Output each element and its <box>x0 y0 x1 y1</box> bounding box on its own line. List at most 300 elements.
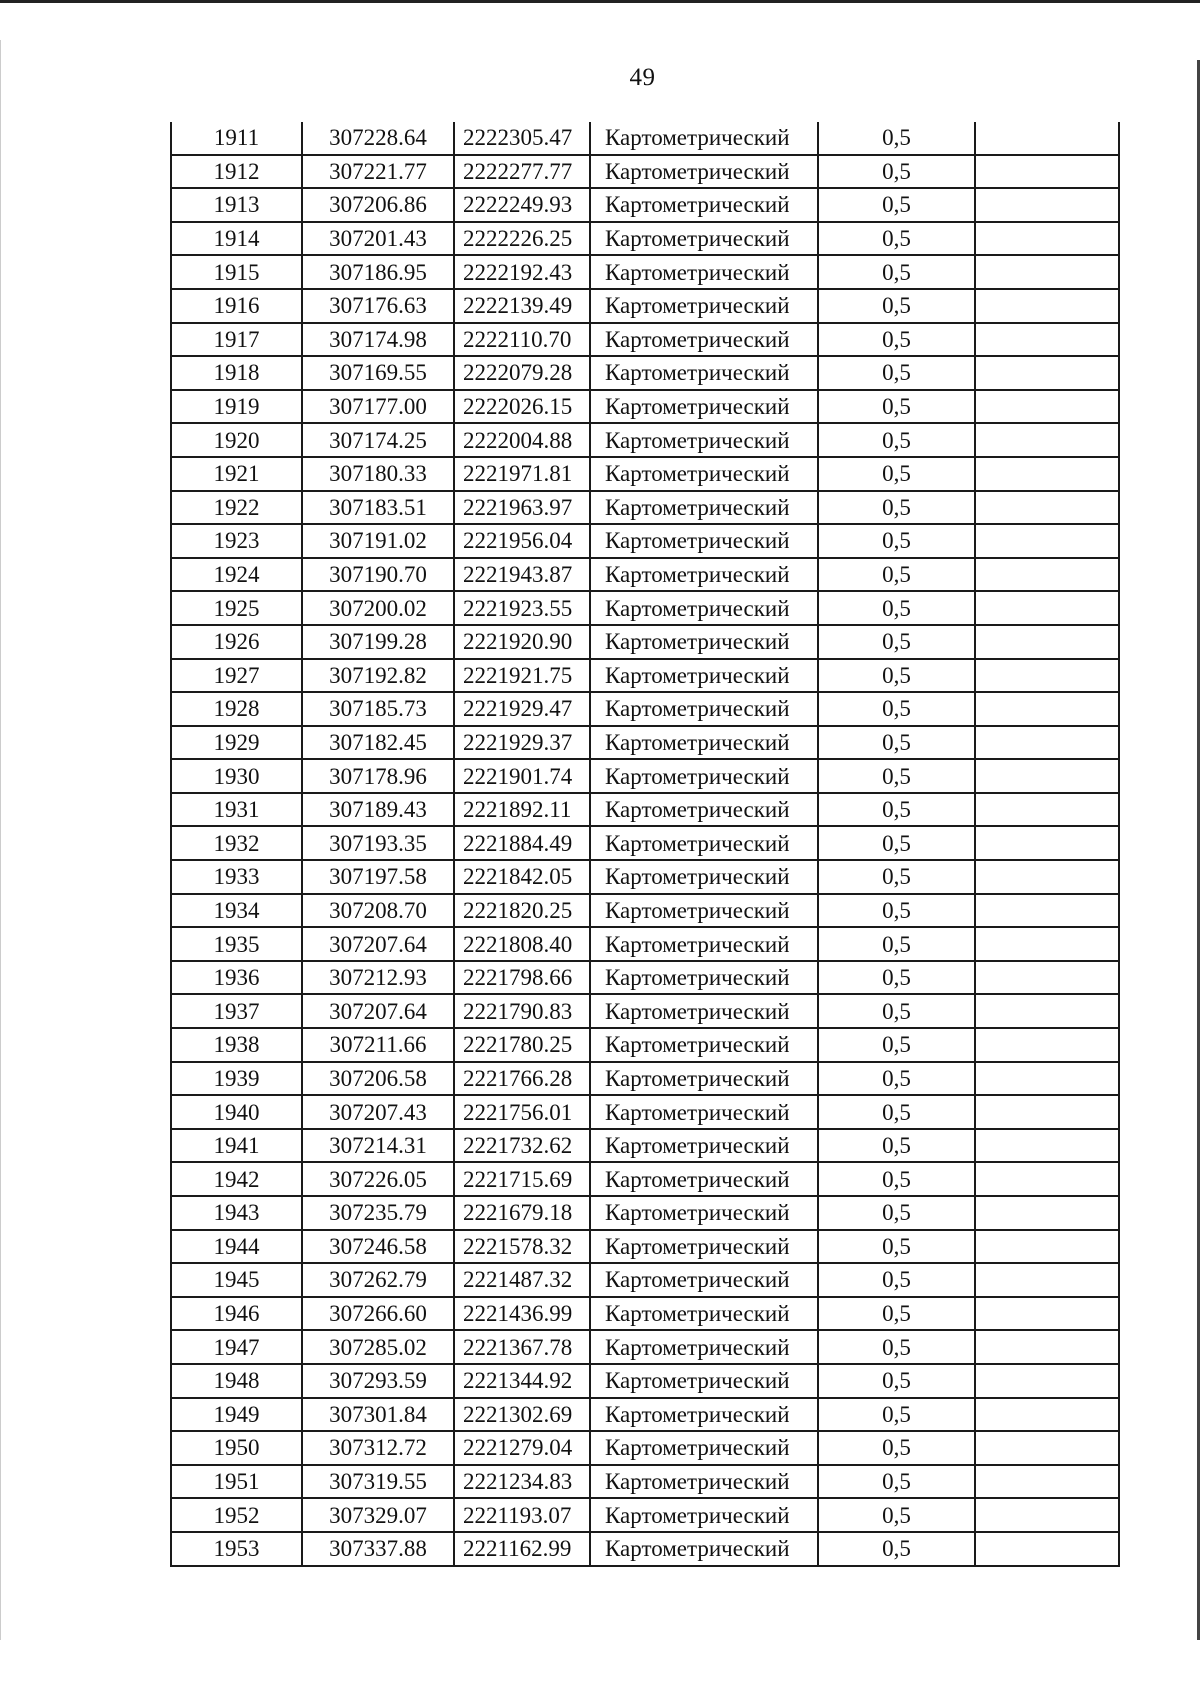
table-row <box>171 894 1119 928</box>
method-cell: Картометрический <box>590 356 818 390</box>
point-number-cell: 1926 <box>171 625 302 659</box>
x-coordinate-cell: 307228.64 <box>302 122 454 155</box>
note-cell <box>975 188 1119 222</box>
y-coordinate-cell: 2221732.62 <box>454 1129 590 1163</box>
method-cell: Картометрический <box>590 894 818 928</box>
note-cell <box>975 1330 1119 1364</box>
x-coordinate-cell: 307211.66 <box>302 1028 454 1062</box>
table-row <box>171 289 1119 323</box>
y-coordinate-cell: 2221766.28 <box>454 1062 590 1096</box>
x-coordinate-cell: 307266.60 <box>302 1297 454 1331</box>
note-cell <box>975 591 1119 625</box>
x-coordinate-cell: 307200.02 <box>302 591 454 625</box>
method-cell: Картометрический <box>590 1263 818 1297</box>
accuracy-cell: 0,5 <box>818 423 975 457</box>
accuracy-cell: 0,5 <box>818 122 975 155</box>
note-cell <box>975 323 1119 357</box>
x-coordinate-cell: 307201.43 <box>302 222 454 256</box>
y-coordinate-cell: 2221963.97 <box>454 491 590 525</box>
method-cell: Картометрический <box>590 994 818 1028</box>
x-coordinate-cell: 307312.72 <box>302 1431 454 1465</box>
note-cell <box>975 1398 1119 1432</box>
accuracy-cell: 0,5 <box>818 726 975 760</box>
table-row <box>171 1330 1119 1364</box>
accuracy-cell: 0,5 <box>818 860 975 894</box>
y-coordinate-cell: 2221929.37 <box>454 726 590 760</box>
point-number-cell: 1929 <box>171 726 302 760</box>
accuracy-cell: 0,5 <box>818 591 975 625</box>
note-cell <box>975 255 1119 289</box>
y-coordinate-cell: 2221929.47 <box>454 692 590 726</box>
method-cell: Картометрический <box>590 122 818 155</box>
method-cell: Картометрический <box>590 558 818 592</box>
method-cell: Картометрический <box>590 1465 818 1499</box>
x-coordinate-cell: 307207.43 <box>302 1095 454 1129</box>
accuracy-cell: 0,5 <box>818 390 975 424</box>
accuracy-cell: 0,5 <box>818 457 975 491</box>
table-row <box>171 994 1119 1028</box>
accuracy-cell: 0,5 <box>818 289 975 323</box>
point-number-cell: 1918 <box>171 356 302 390</box>
table-row <box>171 1095 1119 1129</box>
method-cell: Картометрический <box>590 524 818 558</box>
method-cell: Картометрический <box>590 860 818 894</box>
accuracy-cell: 0,5 <box>818 1162 975 1196</box>
note-cell <box>975 1095 1119 1129</box>
y-coordinate-cell: 2221884.49 <box>454 826 590 860</box>
method-cell: Картометрический <box>590 323 818 357</box>
accuracy-cell: 0,5 <box>818 1431 975 1465</box>
x-coordinate-cell: 307235.79 <box>302 1196 454 1230</box>
accuracy-cell: 0,5 <box>818 1465 975 1499</box>
point-number-cell: 1938 <box>171 1028 302 1062</box>
table-row <box>171 457 1119 491</box>
method-cell: Картометрический <box>590 927 818 961</box>
x-coordinate-cell: 307190.70 <box>302 558 454 592</box>
method-cell: Картометрический <box>590 188 818 222</box>
y-coordinate-cell: 2222110.70 <box>454 323 590 357</box>
point-number-cell: 1953 <box>171 1532 302 1566</box>
x-coordinate-cell: 307207.64 <box>302 927 454 961</box>
x-coordinate-cell: 307189.43 <box>302 793 454 827</box>
table-row <box>171 1364 1119 1398</box>
accuracy-cell: 0,5 <box>818 1062 975 1096</box>
table-row <box>171 524 1119 558</box>
note-cell <box>975 1230 1119 1264</box>
note-cell <box>975 1162 1119 1196</box>
method-cell: Картометрический <box>590 255 818 289</box>
x-coordinate-cell: 307178.96 <box>302 759 454 793</box>
accuracy-cell: 0,5 <box>818 491 975 525</box>
y-coordinate-cell: 2222079.28 <box>454 356 590 390</box>
y-coordinate-cell: 2221578.32 <box>454 1230 590 1264</box>
accuracy-cell: 0,5 <box>818 323 975 357</box>
accuracy-cell: 0,5 <box>818 793 975 827</box>
table-row <box>171 1162 1119 1196</box>
note-cell <box>975 826 1119 860</box>
y-coordinate-cell: 2221487.32 <box>454 1263 590 1297</box>
note-cell <box>975 1532 1119 1566</box>
x-coordinate-cell: 307208.70 <box>302 894 454 928</box>
method-cell: Картометрический <box>590 1498 818 1532</box>
table-row <box>171 726 1119 760</box>
accuracy-cell: 0,5 <box>818 1129 975 1163</box>
method-cell: Картометрический <box>590 591 818 625</box>
method-cell: Картометрический <box>590 759 818 793</box>
note-cell <box>975 692 1119 726</box>
point-number-cell: 1947 <box>171 1330 302 1364</box>
point-number-cell: 1933 <box>171 860 302 894</box>
y-coordinate-cell: 2221302.69 <box>454 1398 590 1432</box>
note-cell <box>975 155 1119 189</box>
y-coordinate-cell: 2221193.07 <box>454 1498 590 1532</box>
method-cell: Картометрический <box>590 726 818 760</box>
accuracy-cell: 0,5 <box>818 188 975 222</box>
method-cell: Картометрический <box>590 961 818 995</box>
point-number-cell: 1951 <box>171 1465 302 1499</box>
x-coordinate-cell: 307246.58 <box>302 1230 454 1264</box>
accuracy-cell: 0,5 <box>818 759 975 793</box>
method-cell: Картометрический <box>590 1095 818 1129</box>
note-cell <box>975 1431 1119 1465</box>
table-row <box>171 961 1119 995</box>
x-coordinate-cell: 307192.82 <box>302 659 454 693</box>
note-cell <box>975 491 1119 525</box>
y-coordinate-cell: 2221923.55 <box>454 591 590 625</box>
table-row <box>171 255 1119 289</box>
accuracy-cell: 0,5 <box>818 1498 975 1532</box>
x-coordinate-cell: 307293.59 <box>302 1364 454 1398</box>
table-row <box>171 625 1119 659</box>
x-coordinate-cell: 307337.88 <box>302 1532 454 1566</box>
note-cell <box>975 1263 1119 1297</box>
y-coordinate-cell: 2221943.87 <box>454 558 590 592</box>
x-coordinate-cell: 307329.07 <box>302 1498 454 1532</box>
page-number: 49 <box>629 64 656 91</box>
note-cell <box>975 927 1119 961</box>
method-cell: Картометрический <box>590 1230 818 1264</box>
x-coordinate-cell: 307180.33 <box>302 457 454 491</box>
y-coordinate-cell: 2221162.99 <box>454 1532 590 1566</box>
method-cell: Картометрический <box>590 1028 818 1062</box>
table-row <box>171 1532 1119 1566</box>
table-row <box>171 356 1119 390</box>
accuracy-cell: 0,5 <box>818 927 975 961</box>
y-coordinate-cell: 2221798.66 <box>454 961 590 995</box>
point-number-cell: 1919 <box>171 390 302 424</box>
point-number-cell: 1930 <box>171 759 302 793</box>
point-number-cell: 1932 <box>171 826 302 860</box>
y-coordinate-cell: 2221956.04 <box>454 524 590 558</box>
accuracy-cell: 0,5 <box>818 222 975 256</box>
accuracy-cell: 0,5 <box>818 558 975 592</box>
point-number-cell: 1948 <box>171 1364 302 1398</box>
x-coordinate-cell: 307174.98 <box>302 323 454 357</box>
accuracy-cell: 0,5 <box>818 994 975 1028</box>
method-cell: Картометрический <box>590 625 818 659</box>
note-cell <box>975 994 1119 1028</box>
y-coordinate-cell: 2222305.47 <box>454 122 590 155</box>
x-coordinate-cell: 307183.51 <box>302 491 454 525</box>
note-cell <box>975 1028 1119 1062</box>
table-row <box>171 155 1119 189</box>
table-row <box>171 1263 1119 1297</box>
point-number-cell: 1914 <box>171 222 302 256</box>
table-row <box>171 659 1119 693</box>
table-row <box>171 390 1119 424</box>
scan-edge-top <box>0 0 1200 3</box>
point-number-cell: 1949 <box>171 1398 302 1432</box>
accuracy-cell: 0,5 <box>818 155 975 189</box>
point-number-cell: 1928 <box>171 692 302 726</box>
x-coordinate-cell: 307226.05 <box>302 1162 454 1196</box>
coordinates-table-body <box>171 122 1119 1566</box>
table-row <box>171 1230 1119 1264</box>
y-coordinate-cell: 2222249.93 <box>454 188 590 222</box>
point-number-cell: 1923 <box>171 524 302 558</box>
note-cell <box>975 356 1119 390</box>
point-number-cell: 1942 <box>171 1162 302 1196</box>
table-row <box>171 1431 1119 1465</box>
table-row <box>171 1028 1119 1062</box>
method-cell: Картометрический <box>590 692 818 726</box>
x-coordinate-cell: 307262.79 <box>302 1263 454 1297</box>
y-coordinate-cell: 2222277.77 <box>454 155 590 189</box>
point-number-cell: 1934 <box>171 894 302 928</box>
table-row <box>171 188 1119 222</box>
table-row <box>171 1196 1119 1230</box>
method-cell: Картометрический <box>590 1062 818 1096</box>
x-coordinate-cell: 307182.45 <box>302 726 454 760</box>
y-coordinate-cell: 2221715.69 <box>454 1162 590 1196</box>
accuracy-cell: 0,5 <box>818 1263 975 1297</box>
method-cell: Картометрический <box>590 1162 818 1196</box>
y-coordinate-cell: 2221436.99 <box>454 1297 590 1331</box>
y-coordinate-cell: 2221367.78 <box>454 1330 590 1364</box>
point-number-cell: 1924 <box>171 558 302 592</box>
note-cell <box>975 222 1119 256</box>
method-cell: Картометрический <box>590 222 818 256</box>
table-row <box>171 1062 1119 1096</box>
accuracy-cell: 0,5 <box>818 255 975 289</box>
table-row <box>171 860 1119 894</box>
note-cell <box>975 558 1119 592</box>
point-number-cell: 1950 <box>171 1431 302 1465</box>
table-row <box>171 1498 1119 1532</box>
accuracy-cell: 0,5 <box>818 1028 975 1062</box>
point-number-cell: 1940 <box>171 1095 302 1129</box>
method-cell: Картометрический <box>590 1532 818 1566</box>
coordinates-table <box>170 122 1120 1567</box>
method-cell: Картометрический <box>590 1431 818 1465</box>
x-coordinate-cell: 307197.58 <box>302 860 454 894</box>
point-number-cell: 1911 <box>171 122 302 155</box>
accuracy-cell: 0,5 <box>818 692 975 726</box>
y-coordinate-cell: 2221780.25 <box>454 1028 590 1062</box>
method-cell: Картометрический <box>590 155 818 189</box>
x-coordinate-cell: 307174.25 <box>302 423 454 457</box>
note-cell <box>975 1062 1119 1096</box>
method-cell: Картометрический <box>590 1129 818 1163</box>
accuracy-cell: 0,5 <box>818 1532 975 1566</box>
point-number-cell: 1917 <box>171 323 302 357</box>
y-coordinate-cell: 2221790.83 <box>454 994 590 1028</box>
y-coordinate-cell: 2221679.18 <box>454 1196 590 1230</box>
accuracy-cell: 0,5 <box>818 1330 975 1364</box>
method-cell: Картометрический <box>590 457 818 491</box>
method-cell: Картометрический <box>590 826 818 860</box>
note-cell <box>975 390 1119 424</box>
x-coordinate-cell: 307212.93 <box>302 961 454 995</box>
scan-edge-left <box>0 40 1 1640</box>
x-coordinate-cell: 307177.00 <box>302 390 454 424</box>
table-row <box>171 491 1119 525</box>
note-cell <box>975 894 1119 928</box>
table-row <box>171 1297 1119 1331</box>
accuracy-cell: 0,5 <box>818 1398 975 1432</box>
note-cell <box>975 860 1119 894</box>
x-coordinate-cell: 307185.73 <box>302 692 454 726</box>
note-cell <box>975 1465 1119 1499</box>
accuracy-cell: 0,5 <box>818 1364 975 1398</box>
point-number-cell: 1944 <box>171 1230 302 1264</box>
point-number-cell: 1921 <box>171 457 302 491</box>
x-coordinate-cell: 307285.02 <box>302 1330 454 1364</box>
accuracy-cell: 0,5 <box>818 1297 975 1331</box>
x-coordinate-cell: 307191.02 <box>302 524 454 558</box>
method-cell: Картометрический <box>590 1196 818 1230</box>
accuracy-cell: 0,5 <box>818 1095 975 1129</box>
note-cell <box>975 457 1119 491</box>
point-number-cell: 1937 <box>171 994 302 1028</box>
point-number-cell: 1916 <box>171 289 302 323</box>
note-cell <box>975 961 1119 995</box>
x-coordinate-cell: 307206.58 <box>302 1062 454 1096</box>
point-number-cell: 1945 <box>171 1263 302 1297</box>
accuracy-cell: 0,5 <box>818 894 975 928</box>
accuracy-cell: 0,5 <box>818 659 975 693</box>
y-coordinate-cell: 2222226.25 <box>454 222 590 256</box>
note-cell <box>975 122 1119 155</box>
y-coordinate-cell: 2221901.74 <box>454 759 590 793</box>
x-coordinate-cell: 307207.64 <box>302 994 454 1028</box>
x-coordinate-cell: 307221.77 <box>302 155 454 189</box>
method-cell: Картометрический <box>590 1330 818 1364</box>
method-cell: Картометрический <box>590 289 818 323</box>
table-row <box>171 558 1119 592</box>
x-coordinate-cell: 307176.63 <box>302 289 454 323</box>
y-coordinate-cell: 2222004.88 <box>454 423 590 457</box>
accuracy-cell: 0,5 <box>818 356 975 390</box>
y-coordinate-cell: 2221921.75 <box>454 659 590 693</box>
table-row <box>171 692 1119 726</box>
method-cell: Картометрический <box>590 1398 818 1432</box>
method-cell: Картометрический <box>590 390 818 424</box>
method-cell: Картометрический <box>590 491 818 525</box>
point-number-cell: 1927 <box>171 659 302 693</box>
note-cell <box>975 793 1119 827</box>
note-cell <box>975 625 1119 659</box>
point-number-cell: 1915 <box>171 255 302 289</box>
note-cell <box>975 726 1119 760</box>
point-number-cell: 1912 <box>171 155 302 189</box>
y-coordinate-cell: 2222026.15 <box>454 390 590 424</box>
table-row <box>171 1465 1119 1499</box>
y-coordinate-cell: 2221892.11 <box>454 793 590 827</box>
method-cell: Картометрический <box>590 659 818 693</box>
x-coordinate-cell: 307301.84 <box>302 1398 454 1432</box>
table-row <box>171 927 1119 961</box>
note-cell <box>975 423 1119 457</box>
point-number-cell: 1935 <box>171 927 302 961</box>
accuracy-cell: 0,5 <box>818 961 975 995</box>
point-number-cell: 1913 <box>171 188 302 222</box>
note-cell <box>975 659 1119 693</box>
y-coordinate-cell: 2221971.81 <box>454 457 590 491</box>
table-row <box>171 591 1119 625</box>
x-coordinate-cell: 307206.86 <box>302 188 454 222</box>
note-cell <box>975 759 1119 793</box>
accuracy-cell: 0,5 <box>818 1230 975 1264</box>
note-cell <box>975 1364 1119 1398</box>
table-row <box>171 793 1119 827</box>
y-coordinate-cell: 2221808.40 <box>454 927 590 961</box>
table-row <box>171 423 1119 457</box>
x-coordinate-cell: 307199.28 <box>302 625 454 659</box>
point-number-cell: 1946 <box>171 1297 302 1331</box>
table-row <box>171 222 1119 256</box>
table-row <box>171 1129 1119 1163</box>
point-number-cell: 1936 <box>171 961 302 995</box>
table-row <box>171 826 1119 860</box>
y-coordinate-cell: 2221344.92 <box>454 1364 590 1398</box>
note-cell <box>975 289 1119 323</box>
note-cell <box>975 1196 1119 1230</box>
table-row <box>171 323 1119 357</box>
point-number-cell: 1925 <box>171 591 302 625</box>
table-row <box>171 759 1119 793</box>
note-cell <box>975 1129 1119 1163</box>
note-cell <box>975 1498 1119 1532</box>
accuracy-cell: 0,5 <box>818 826 975 860</box>
y-coordinate-cell: 2221234.83 <box>454 1465 590 1499</box>
method-cell: Картометрический <box>590 423 818 457</box>
point-number-cell: 1943 <box>171 1196 302 1230</box>
table-row <box>171 1398 1119 1432</box>
method-cell: Картометрический <box>590 1297 818 1331</box>
y-coordinate-cell: 2221279.04 <box>454 1431 590 1465</box>
point-number-cell: 1952 <box>171 1498 302 1532</box>
note-cell <box>975 1297 1119 1331</box>
method-cell: Картометрический <box>590 1364 818 1398</box>
accuracy-cell: 0,5 <box>818 625 975 659</box>
table-row <box>171 122 1119 155</box>
x-coordinate-cell: 307214.31 <box>302 1129 454 1163</box>
point-number-cell: 1939 <box>171 1062 302 1096</box>
accuracy-cell: 0,5 <box>818 524 975 558</box>
y-coordinate-cell: 2222139.49 <box>454 289 590 323</box>
method-cell: Картометрический <box>590 793 818 827</box>
point-number-cell: 1922 <box>171 491 302 525</box>
x-coordinate-cell: 307319.55 <box>302 1465 454 1499</box>
note-cell <box>975 524 1119 558</box>
accuracy-cell: 0,5 <box>818 1196 975 1230</box>
y-coordinate-cell: 2221756.01 <box>454 1095 590 1129</box>
point-number-cell: 1941 <box>171 1129 302 1163</box>
y-coordinate-cell: 2222192.43 <box>454 255 590 289</box>
y-coordinate-cell: 2221820.25 <box>454 894 590 928</box>
x-coordinate-cell: 307193.35 <box>302 826 454 860</box>
